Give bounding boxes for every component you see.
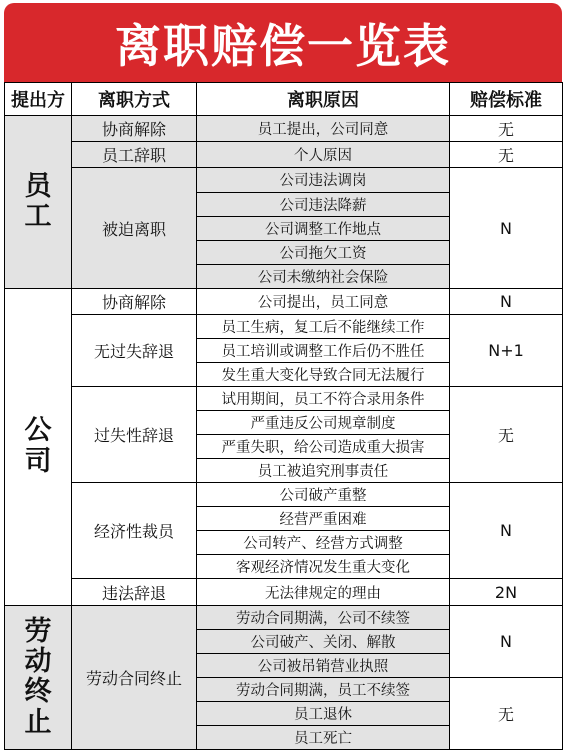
party-cell: 员 工: [5, 116, 72, 289]
reason-cell: 公司调整工作地点: [197, 216, 450, 240]
reason-cell: 严重失职，给公司造成重大损害: [197, 435, 450, 459]
reason-cell: 公司违法降薪: [197, 192, 450, 216]
reason-cell: 员工退休: [197, 701, 450, 725]
reason-cell: 公司被吊销营业执照: [197, 653, 450, 677]
compensation-table: [4, 82, 563, 750]
method-cell: 劳动合同终止: [72, 605, 197, 749]
table-row: [5, 314, 563, 338]
compensation-cell: 无: [450, 387, 563, 483]
compensation-cell: N: [450, 605, 563, 677]
compensation-cell: N: [450, 168, 563, 288]
compensation-cell: 无: [450, 142, 563, 168]
party-cell: 劳 动 终 止: [5, 605, 72, 749]
reason-cell: 公司转产、经营方式调整: [197, 531, 450, 555]
reason-cell: 公司未缴纳社会保险: [197, 264, 450, 288]
table-row: [5, 483, 563, 507]
table-row: [5, 142, 563, 168]
reason-cell: 发生重大变化导致合同无法履行: [197, 363, 450, 387]
reason-cell: 个人原因: [197, 142, 450, 168]
method-cell: 员工辞职: [72, 142, 197, 168]
compensation-cell: N: [450, 288, 563, 314]
header-party: 提出方: [5, 83, 72, 116]
reason-cell: 严重违反公司规章制度: [197, 411, 450, 435]
header-method: 离职方式: [72, 83, 197, 116]
reason-cell: 公司破产重整: [197, 483, 450, 507]
reason-cell: 员工死亡: [197, 725, 450, 749]
header-reason: 离职原因: [197, 83, 450, 116]
table-row: [5, 116, 563, 142]
reason-cell: 员工培训或调整工作后仍不胜任: [197, 338, 450, 362]
method-cell: 过失性辞退: [72, 387, 197, 483]
reason-cell: 无法律规定的理由: [197, 579, 450, 605]
method-cell: 协商解除: [72, 116, 197, 142]
compensation-cell: 无: [450, 677, 563, 749]
compensation-cell: 2N: [450, 579, 563, 605]
compensation-cell: 无: [450, 116, 563, 142]
reason-cell: 劳动合同期满，员工不续签: [197, 677, 450, 701]
table-row: [5, 168, 563, 192]
reason-cell: 公司违法调岗: [197, 168, 450, 192]
table-row: [5, 387, 563, 411]
table-row: [5, 605, 563, 629]
party-cell: 公 司: [5, 288, 72, 605]
table-row: [5, 288, 563, 314]
reason-cell: 经营严重困难: [197, 507, 450, 531]
header-row: [5, 83, 563, 116]
reason-cell: 员工提出，公司同意: [197, 116, 450, 142]
method-cell: 无过失辞退: [72, 314, 197, 386]
reason-cell: 客观经济情况发生重大变化: [197, 555, 450, 579]
method-cell: 违法辞退: [72, 579, 197, 605]
reason-cell: 员工生病，复工后不能继续工作: [197, 314, 450, 338]
reason-cell: 公司拖欠工资: [197, 240, 450, 264]
reason-cell: 试用期间，员工不符合录用条件: [197, 387, 450, 411]
reason-cell: 员工被追究刑事责任: [197, 459, 450, 483]
method-cell: 经济性裁员: [72, 483, 197, 579]
method-cell: 被迫离职: [72, 168, 197, 288]
compensation-cell: N: [450, 483, 563, 579]
reason-cell: 劳动合同期满，公司不续签: [197, 605, 450, 629]
method-cell: 协商解除: [72, 288, 197, 314]
table-row: [5, 579, 563, 605]
compensation-cell: N+1: [450, 314, 563, 386]
reason-cell: 公司提出，员工同意: [197, 288, 450, 314]
reason-cell: 公司破产、关闭、解散: [197, 629, 450, 653]
header-compensation: 赔偿标准: [450, 83, 563, 116]
page-title: 离职赔偿一览表: [4, 3, 562, 82]
